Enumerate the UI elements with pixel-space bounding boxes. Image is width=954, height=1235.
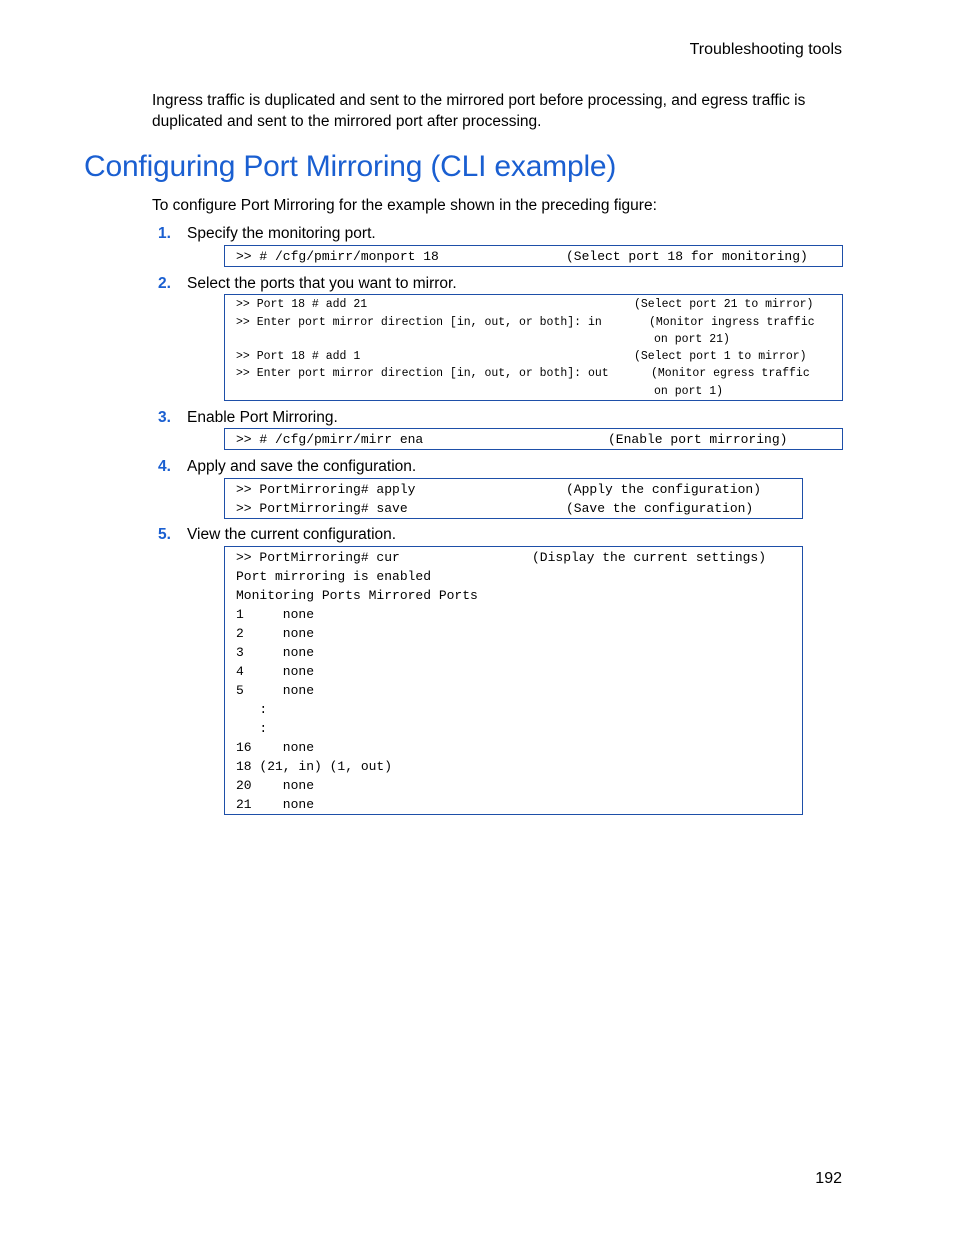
code-comment: (Select port 21 to mirror) [634, 298, 814, 311]
code-block-apply-save [224, 478, 803, 519]
code-block-monitor-port [224, 245, 843, 267]
step-text: Specify the monitoring port. [187, 225, 376, 242]
code-command: >> PortMirroring# apply [236, 482, 416, 497]
code-comment: (Apply the configuration) [566, 482, 762, 497]
code-output-line: 21 none [236, 797, 315, 812]
code-command: >> Enter port mirror direction [in, out, or both]: in [236, 316, 602, 329]
code-comment: (Monitor ingress traffic [649, 316, 815, 329]
page-number: 192 [815, 1170, 842, 1187]
code-command: >> PortMirroring# save [236, 501, 408, 516]
running-header: Troubleshooting tools [689, 41, 842, 58]
step-text: Enable Port Mirroring. [187, 409, 338, 426]
section-title: Configuring Port Mirroring (CLI example) [84, 150, 617, 183]
intro-paragraph: Ingress traffic is duplicated and sent to the mirrored port before processing, and egress traffic is duplicated and sent to the mirrored port after processing. [152, 92, 806, 130]
code-output-line: : [236, 721, 268, 736]
step-number: 5. [158, 526, 171, 543]
code-comment: on port 21) [654, 333, 730, 346]
step-number: 4. [158, 458, 171, 475]
code-block-enable-mirroring [224, 428, 843, 450]
code-command: >> Port 18 # add 1 [236, 350, 361, 363]
code-output-line: 1 none [236, 607, 315, 622]
code-comment: on port 1) [654, 385, 724, 398]
code-comment: (Monitor egress traffic [651, 367, 810, 380]
step-text: Select the ports that you want to mirror. [187, 275, 457, 292]
step-number: 3. [158, 409, 171, 426]
step-number: 2. [158, 275, 171, 292]
code-comment: (Select port 18 for monitoring) [566, 249, 808, 264]
lead-paragraph: To configure Port Mirroring for the example shown in the preceding figure: [152, 197, 657, 214]
code-command: >> Port 18 # add 21 [236, 298, 368, 311]
step-text: Apply and save the configuration. [187, 458, 417, 475]
code-output-line: Monitoring Ports Mirrored Ports [236, 588, 478, 603]
step-number: 1. [158, 225, 171, 242]
code-output-line: 3 none [236, 645, 315, 660]
code-output-line: Port mirroring is enabled [236, 569, 432, 584]
code-command: >> # /cfg/pmirr/mirr ena [236, 432, 424, 447]
code-command: >> PortMirroring# cur [236, 550, 400, 565]
code-command: >> # /cfg/pmirr/monport 18 [236, 249, 439, 264]
code-output-line: 16 none [236, 740, 315, 755]
step-text: View the current configuration. [187, 526, 397, 543]
code-comment: (Select port 1 to mirror) [634, 350, 807, 363]
code-comment: (Display the current settings) [532, 550, 767, 565]
code-output-line: 20 none [236, 778, 315, 793]
code-output-line: 2 none [236, 626, 315, 641]
code-output-line: : [236, 702, 268, 717]
code-block-current-config [224, 546, 803, 815]
code-block-mirror-ports [224, 294, 843, 401]
code-output-line: 4 none [236, 664, 315, 679]
code-comment: (Enable port mirroring) [608, 432, 788, 447]
code-output-line: 18 (21, in) (1, out) [236, 759, 393, 774]
code-command: >> Enter port mirror direction [in, out, or both]: out [236, 367, 609, 380]
code-output-line: 5 none [236, 683, 315, 698]
code-comment: (Save the configuration) [566, 501, 754, 516]
